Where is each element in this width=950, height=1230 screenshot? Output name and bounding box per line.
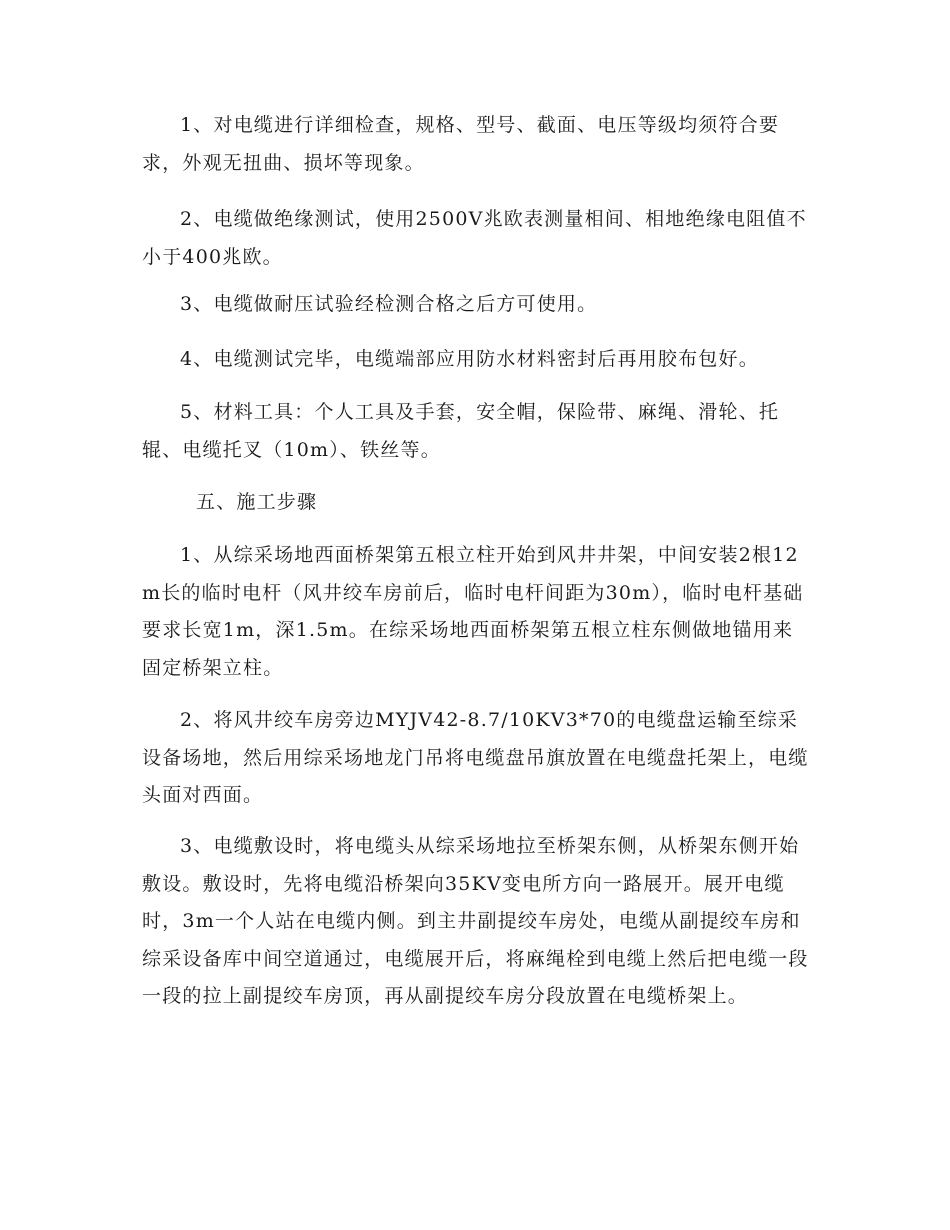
paragraph-insulation-test: 2、电缆做绝缘测试，使用2500V兆欧表测量相间、相地绝缘电阻值不小于400兆欧。	[142, 208, 807, 268]
section-heading: 五、施工步骤	[196, 491, 318, 513]
paragraph-withstand-test: 3、电缆做耐压试验经检测合格之后方可使用。	[180, 293, 598, 315]
paragraph-materials-tools: 5、材料工具：个人工具及手套，安全帽，保险带、麻绳、滑轮、托辊、电缆托叉（10m）、铁丝等。	[142, 401, 780, 461]
paragraph-cable-sealing: 4、电缆测试完毕，电缆端部应用防水材料密封后再用胶布包好。	[180, 348, 759, 370]
paragraph-step-1: 1、从综采场地西面桥架第五根立柱开始到风井井架，中间安装2根12m长的临时电杆（风井绞车房前后，临时电杆间距为30m），临时电杆基础要求长宽1m，深1.5m。在综采场地西面桥架第五根立柱东侧做地锚用来固定桥架立柱。	[142, 544, 804, 679]
paragraph-step-2: 2、将风井绞车房旁边MYJV42-8.7/10KV3*70的电缆盘运输至综采设备场地，然后用综采场地龙门吊将电缆盘吊旗放置在电缆盘托架上，电缆头面对西面。	[142, 709, 809, 806]
paragraph-step-3: 3、电缆敷设时，将电缆头从综采场地拉至桥架东侧，从桥架东侧开始敷设。敷设时，先将电缆沿桥架向35KV变电所方向一路展开。展开电缆时，3m一个人站在电缆内侧。到主井副提绞车房处，电缆从副提绞车房和综采设备库中间空道通过，电缆展开后，将麻绳栓到电缆上然后把电缆一段一段的拉上副提绞车房顶，再从副提绞车房分段放置在电缆桥架上。	[142, 835, 809, 1007]
paragraph-cable-inspection: 1、对电缆进行详细检查，规格、型号、截面、电压等级均须符合要求，外观无扭曲、损坏等现象。	[142, 114, 780, 174]
